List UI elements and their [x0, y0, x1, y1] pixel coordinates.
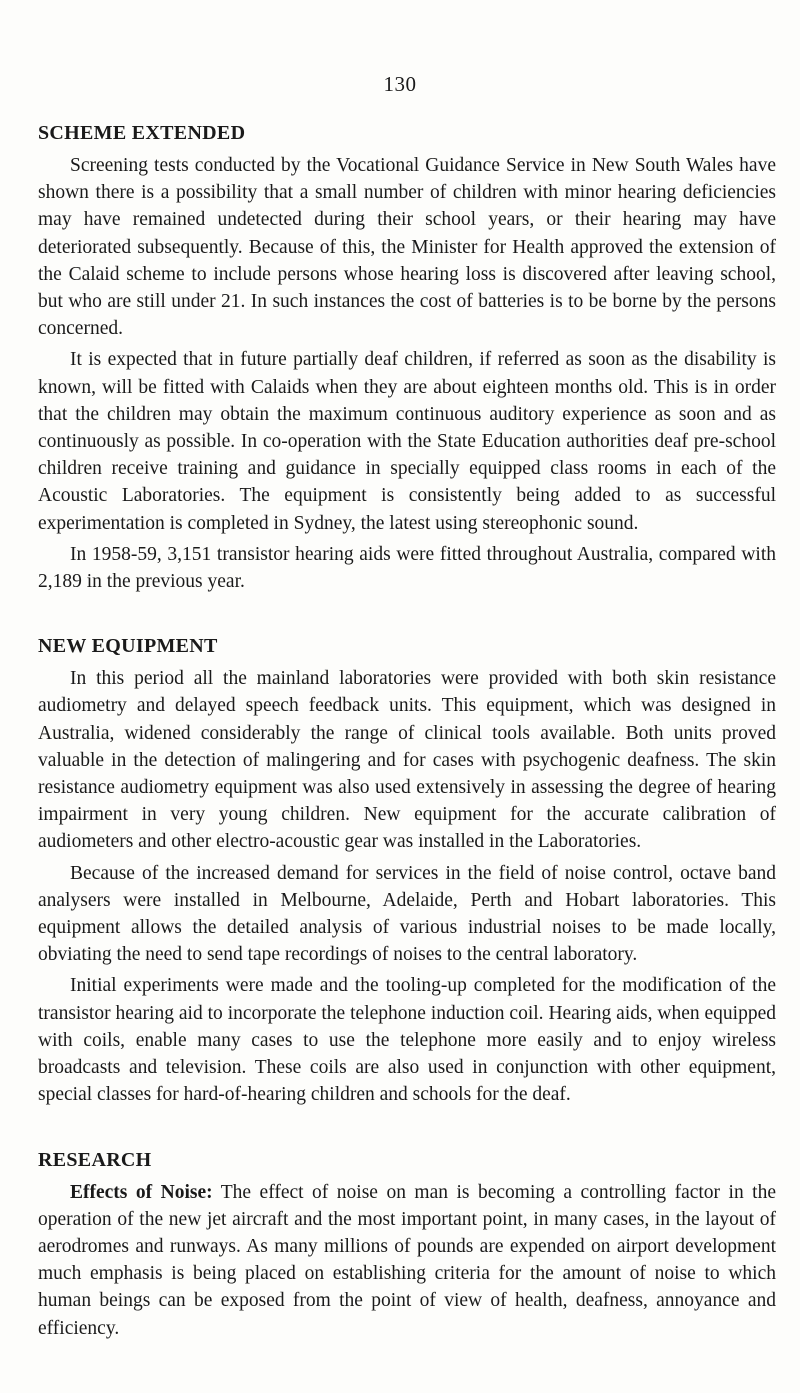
page-number: 130: [383, 72, 417, 96]
paragraph: Initial experiments were made and the tooling-up completed for the modification of the transistor hearing aid to incorporate the telephone induction coil. Hearing aids, when equipped with coils, enable many cases to use the telephone more easily and to enjoy wireless broadcasts and television. These coils are also used in conjunction with other equipment, special classes for hard-of-hearing children and schools for the deaf.: [38, 975, 776, 1106]
section-heading: NEW EQUIPMENT: [38, 635, 218, 658]
section-new-equipment: [38, 633, 776, 1108]
paragraph: It is expected that in future partially deaf children, if referred as soon as the disability is known, will be fitted with Calaids when they are about eighteen months old. This is in order that the children may obtain the maximum continuous auditory experience as soon and as continuously as possible. In co-operation with the State Education authorities deaf pre-school children receive training and guidance in specially equipped class rooms in each of the Acoustic Laboratories. The equipment is consistently being added to as successful experimentation is completed in Sydney, the latest using stereophonic sound.: [38, 349, 776, 534]
paragraph: [38, 1179, 776, 1342]
section-scheme-extended: [38, 120, 776, 595]
paragraph-lead-in: Effects of Noise:: [70, 1181, 213, 1203]
paragraph: In this period all the mainland laboratories were provided with both skin resistance audiometry and delayed speech feedback units. This equipment, which was designed in Australia, widened considerably the range of clinical tools available. Both units proved valuable in the detection of malingering and for cases with psychogenic deafness. The skin resistance audiometry equipment was also used extensively in assessing the degree of hearing impairment in very young children. New equipment for the accurate calibration of audiometers and other electro-acoustic gear was installed in the Laboratories.: [38, 668, 776, 853]
paragraph: Screening tests conducted by the Vocational Guidance Service in New South Wales have shown there is a possibility that a small number of children with minor hearing deficiencies may have remained undetected during their school years, or their hearing may have deteriorated subsequently. Because of this, the Minister for Health approved the extension of the Calaid scheme to include persons whose hearing loss is discovered after leaving school, but who are still under 21. In such instances the cost of batteries is to be borne by the persons concerned.: [38, 155, 776, 340]
section-heading: RESEARCH: [38, 1148, 152, 1171]
paragraph: Because of the increased demand for services in the field of noise control, octave band analysers were installed in Melbourne, Adelaide, Perth and Hobart laboratories. This equipment allows the detailed analysis of various industrial noises to be made locally, obviating the need to send tape recordings of noises to the central laboratory.: [38, 862, 776, 966]
document-body: [38, 120, 776, 1380]
section-research: [38, 1147, 776, 1342]
paragraph: In 1958-59, 3,151 transistor hearing aids were fitted throughout Australia, compared with 2,189 in the previous year.: [38, 543, 776, 593]
paragraph-text: The effect of noise on man is becoming a controlling factor in the operation of the new jet aircraft and the most important point, in many cases, in the layout of aerodromes and runways. As many millions of pounds are expended on airport development much emphasis is being placed on establishing criteria for the amount of noise to which human beings can be exposed from the point of view of health, deafness, annoyance and efficiency.: [38, 1181, 777, 1339]
section-heading: SCHEME EXTENDED: [38, 122, 246, 144]
